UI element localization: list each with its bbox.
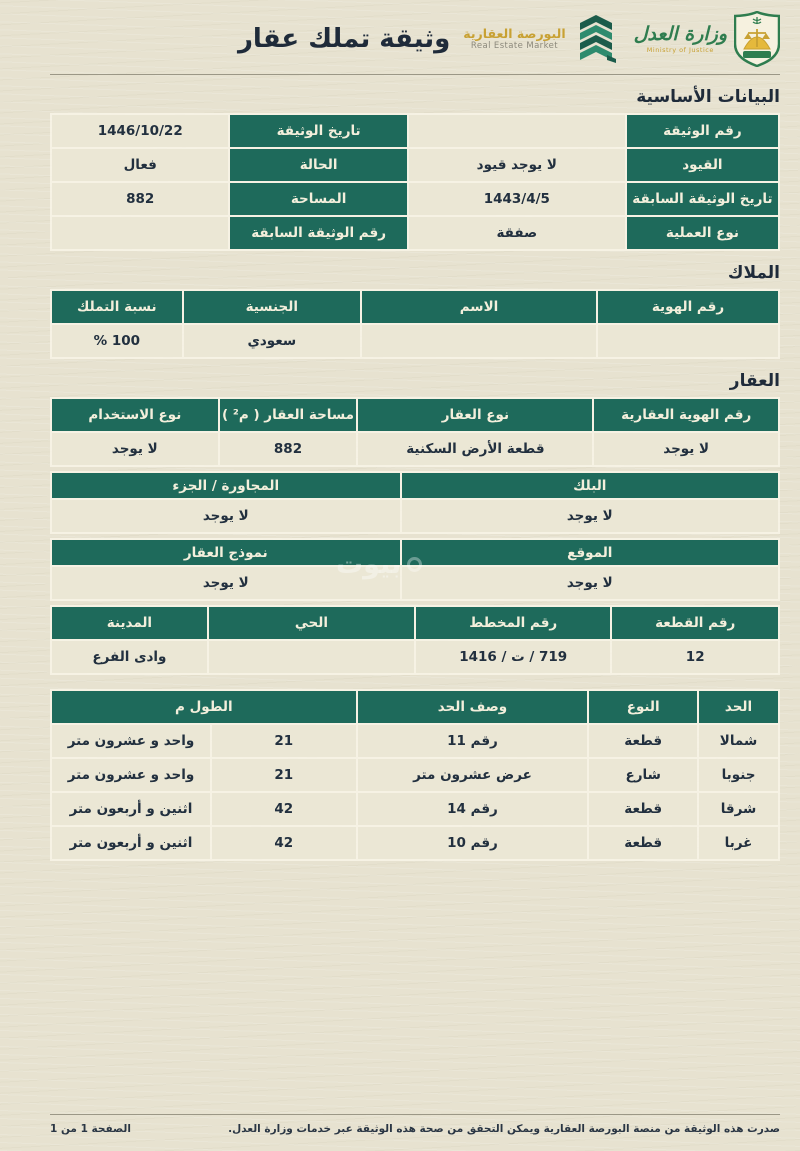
cell-value bbox=[409, 115, 625, 147]
cell-label: تاريخ الوثيقة bbox=[230, 115, 406, 147]
moj-emblem-icon bbox=[734, 11, 780, 67]
cell-value bbox=[362, 325, 596, 357]
cell-value: وادى الفرع bbox=[52, 641, 207, 673]
cell-value: سعودي bbox=[184, 325, 360, 357]
column-header: رقم القطعة bbox=[612, 607, 778, 639]
moj-name-english: Ministry of Justice bbox=[646, 45, 714, 54]
document-title: وثيقة تملك عقار bbox=[237, 24, 451, 54]
cell-value bbox=[598, 325, 778, 357]
watermark-text: بيوت bbox=[336, 549, 402, 580]
cell-border-side: غربا bbox=[699, 827, 778, 859]
cell-value: 882 bbox=[220, 433, 357, 465]
column-header: رقم الهوية العقارية bbox=[594, 399, 778, 431]
cell-border-desc: رقم 11 bbox=[358, 725, 588, 757]
cell-border-side: شرقا bbox=[699, 793, 778, 825]
cell-value: لا يوجد bbox=[52, 500, 400, 532]
table-row bbox=[52, 115, 778, 147]
cell-value: لا يوجد bbox=[402, 567, 778, 599]
table-header-row bbox=[52, 291, 778, 323]
cell-border-length-num: 21 bbox=[212, 759, 356, 791]
cell-label: نوع العملية bbox=[627, 217, 778, 249]
cell-value: صفقة bbox=[409, 217, 625, 249]
column-header: نوع الاستخدام bbox=[52, 399, 218, 431]
table-row bbox=[52, 183, 778, 215]
table-header-row bbox=[52, 399, 778, 431]
cell-value bbox=[209, 641, 414, 673]
section-title-basic: البيانات الأساسية bbox=[636, 87, 780, 107]
cell-border-desc: رقم 14 bbox=[358, 793, 588, 825]
table-row bbox=[52, 217, 778, 249]
rem-wordmark bbox=[463, 27, 565, 52]
title-area bbox=[50, 24, 463, 54]
page-indicator: الصفحة 1 من 1 bbox=[50, 1123, 131, 1135]
basic-data-table bbox=[50, 113, 780, 251]
table-header-row bbox=[52, 473, 778, 498]
cell-value: لا يوجد bbox=[52, 567, 400, 599]
column-header: المجاورة / الجزء bbox=[52, 473, 400, 498]
table-row bbox=[52, 793, 778, 825]
table-row bbox=[52, 433, 778, 465]
moj-name-arabic: وزارة العدل bbox=[633, 22, 727, 45]
cell-border-type: قطعة bbox=[589, 793, 697, 825]
property-main-table bbox=[50, 397, 780, 467]
cell-label: الحالة bbox=[230, 149, 406, 181]
table-row bbox=[52, 325, 778, 357]
cell-border-desc: عرض عشرون متر bbox=[358, 759, 588, 791]
cell-border-type: قطعة bbox=[589, 827, 697, 859]
cell-border-length-text: واحد و عشرون متر bbox=[52, 759, 210, 791]
table-row bbox=[52, 567, 778, 599]
cell-border-length-num: 42 bbox=[212, 827, 356, 859]
cell-border-type: قطعة bbox=[589, 725, 697, 757]
cell-value bbox=[52, 217, 228, 249]
cell-label: القيود bbox=[627, 149, 778, 181]
table-row bbox=[52, 500, 778, 532]
cell-border-length-text: اثنين و أربعون متر bbox=[52, 827, 210, 859]
column-header: الطول م bbox=[52, 691, 356, 723]
cell-value: فعال bbox=[52, 149, 228, 181]
cell-border-length-num: 21 bbox=[212, 725, 356, 757]
column-header: الاسم bbox=[362, 291, 596, 323]
cell-border-type: شارع bbox=[589, 759, 697, 791]
cell-value: 882 bbox=[52, 183, 228, 215]
cell-value: 719 / ت / 1416 bbox=[416, 641, 610, 673]
cell-border-length-text: اثنين و أربعون متر bbox=[52, 793, 210, 825]
table-row bbox=[52, 149, 778, 181]
cell-value: قطعة الأرض السكنية bbox=[358, 433, 592, 465]
ministry-of-justice-logo bbox=[634, 11, 780, 67]
column-header: رقم المخطط bbox=[416, 607, 610, 639]
cell-border-side: شمالا bbox=[699, 725, 778, 757]
table-row bbox=[52, 641, 778, 673]
property-block-table bbox=[50, 471, 780, 534]
footer-row bbox=[50, 1115, 780, 1135]
column-header: الحي bbox=[209, 607, 414, 639]
cell-value: لا يوجد bbox=[594, 433, 778, 465]
cell-value: 12 bbox=[612, 641, 778, 673]
cell-value: لا يوجد bbox=[402, 500, 778, 532]
moj-calligraphy bbox=[633, 22, 727, 54]
table-header-row bbox=[52, 540, 778, 565]
cell-border-side: جنوبا bbox=[699, 759, 778, 791]
cell-label: تاريخ الوثيقة السابقة bbox=[627, 183, 778, 215]
cell-value: 100 % bbox=[52, 325, 182, 357]
column-header: نموذج العقار bbox=[52, 540, 400, 565]
cell-value: لا يوجد bbox=[52, 433, 218, 465]
section-title-owners: الملاك bbox=[727, 263, 780, 283]
footer-note: صدرت هذه الوثيقة من منصة البورصة العقارية ويمكن التحقق من صحة هذه الوثيقة عبر خدمات وزارة العدل. bbox=[228, 1123, 780, 1135]
column-header: الموقع bbox=[402, 540, 778, 565]
header bbox=[0, 0, 800, 74]
table-row bbox=[52, 759, 778, 791]
main-content bbox=[0, 75, 800, 1114]
rem-name-english: Real Estate Market bbox=[470, 41, 558, 52]
column-header: الجنسية bbox=[184, 291, 360, 323]
column-header: مساحة العقار ( م² ) bbox=[220, 399, 357, 431]
cell-label: المساحة bbox=[230, 183, 406, 215]
section-title-property: العقار bbox=[729, 371, 780, 391]
rem-chevron-icon bbox=[574, 13, 618, 65]
rem-name-arabic: البورصة العقارية bbox=[463, 25, 566, 41]
borders-table bbox=[50, 689, 780, 861]
real-estate-market-logo bbox=[463, 13, 617, 65]
column-header: رقم الهوية bbox=[598, 291, 778, 323]
column-header: نوع العقار bbox=[358, 399, 592, 431]
column-header: النوع bbox=[589, 691, 697, 723]
cell-border-length-num: 42 bbox=[212, 793, 356, 825]
table-row bbox=[52, 725, 778, 757]
column-header: الحد bbox=[699, 691, 778, 723]
column-header: البلك bbox=[402, 473, 778, 498]
cell-label: رقم الوثيقة bbox=[627, 115, 778, 147]
column-header: نسبة التملك bbox=[52, 291, 182, 323]
cell-value: 1443/4/5 bbox=[409, 183, 625, 215]
cell-value: لا يوجد قيود bbox=[409, 149, 625, 181]
table-header-row bbox=[52, 691, 778, 723]
property-location-table bbox=[50, 538, 780, 601]
blank-area bbox=[50, 861, 780, 1114]
footer bbox=[0, 1114, 800, 1151]
table-header-row bbox=[52, 607, 778, 639]
cell-label: رقم الوثيقة السابقة bbox=[230, 217, 406, 249]
table-row bbox=[52, 827, 778, 859]
owners-table bbox=[50, 289, 780, 359]
cell-border-length-text: واحد و عشرون متر bbox=[52, 725, 210, 757]
cell-value: 1446/10/22 bbox=[52, 115, 228, 147]
column-header: وصف الحد bbox=[358, 691, 588, 723]
property-plan-table bbox=[50, 605, 780, 675]
column-header: المدينة bbox=[52, 607, 207, 639]
cell-border-desc: رقم 10 bbox=[358, 827, 588, 859]
